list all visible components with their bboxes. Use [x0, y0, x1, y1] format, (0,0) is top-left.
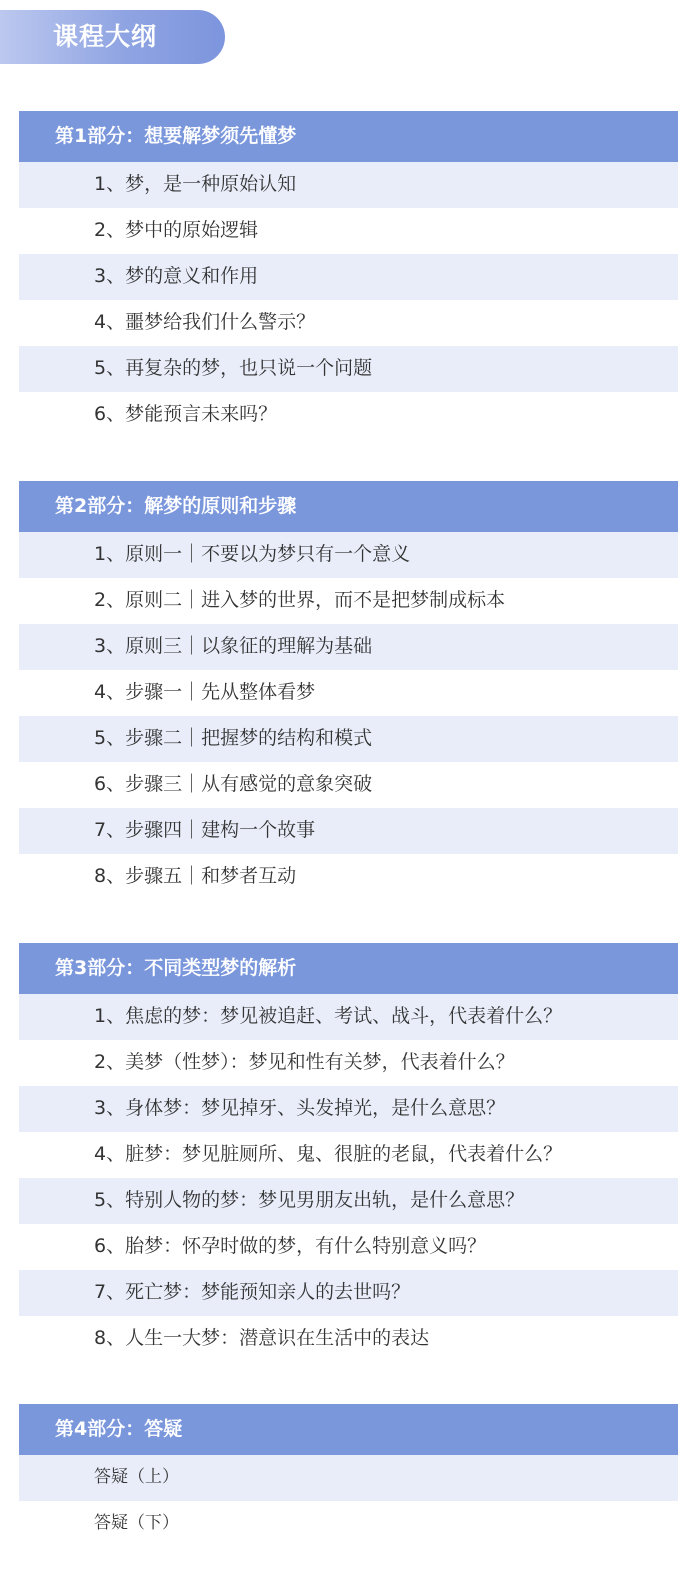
section-header: 第4部分：答疑: [19, 1404, 678, 1455]
outline-item: 4、脏梦：梦见脏厕所、鬼、很脏的老鼠，代表着什么？: [19, 1132, 678, 1178]
section-part-2: [19, 481, 678, 900]
outline-item: 5、再复杂的梦，也只说一个问题: [19, 346, 678, 392]
outline-item: 8、人生一大梦：潜意识在生活中的表达: [19, 1316, 678, 1362]
section-header: 第1部分：想要解梦须先懂梦: [19, 111, 678, 162]
section-part-4: [19, 1404, 678, 1547]
outline-item: 3、身体梦：梦见掉牙、头发掉光，是什么意思？: [19, 1086, 678, 1132]
outline-item: 2、原则二｜进入梦的世界，而不是把梦制成标本: [19, 578, 678, 624]
outline-item: 答疑（上）: [19, 1455, 678, 1501]
section-part-3: [19, 943, 678, 1362]
outline-item: 4、噩梦给我们什么警示？: [19, 300, 678, 346]
outline-item: 3、梦的意义和作用: [19, 254, 678, 300]
outline-item: 5、特别人物的梦：梦见男朋友出轨，是什么意思？: [19, 1178, 678, 1224]
outline-item: 1、原则一｜不要以为梦只有一个意义: [19, 532, 678, 578]
outline-item: 1、梦，是一种原始认知: [19, 162, 678, 208]
outline-item: 3、原则三｜以象征的理解为基础: [19, 624, 678, 670]
outline-item: 1、焦虑的梦：梦见被追赶、考试、战斗，代表着什么？: [19, 994, 678, 1040]
page-title-banner: [0, 10, 225, 64]
section-part-1: [19, 111, 678, 438]
outline-item: 4、步骤一｜先从整体看梦: [19, 670, 678, 716]
outline-item: 5、步骤二｜把握梦的结构和模式: [19, 716, 678, 762]
outline-item: 6、胎梦：怀孕时做的梦，有什么特别意义吗？: [19, 1224, 678, 1270]
outline-item: 7、死亡梦：梦能预知亲人的去世吗？: [19, 1270, 678, 1316]
outline-item: 6、步骤三｜从有感觉的意象突破: [19, 762, 678, 808]
outline-item: 答疑（下）: [19, 1501, 678, 1547]
outline-item: 2、美梦（性梦）：梦见和性有关梦，代表着什么？: [19, 1040, 678, 1086]
section-header: 第3部分：不同类型梦的解析: [19, 943, 678, 994]
page-title: 课程大纲: [53, 22, 158, 51]
outline-item: 7、步骤四｜建构一个故事: [19, 808, 678, 854]
outline-item: 2、梦中的原始逻辑: [19, 208, 678, 254]
section-header: 第2部分：解梦的原则和步骤: [19, 481, 678, 532]
outline-item: 8、步骤五｜和梦者互动: [19, 854, 678, 900]
outline-item: 6、梦能预言未来吗？: [19, 392, 678, 438]
